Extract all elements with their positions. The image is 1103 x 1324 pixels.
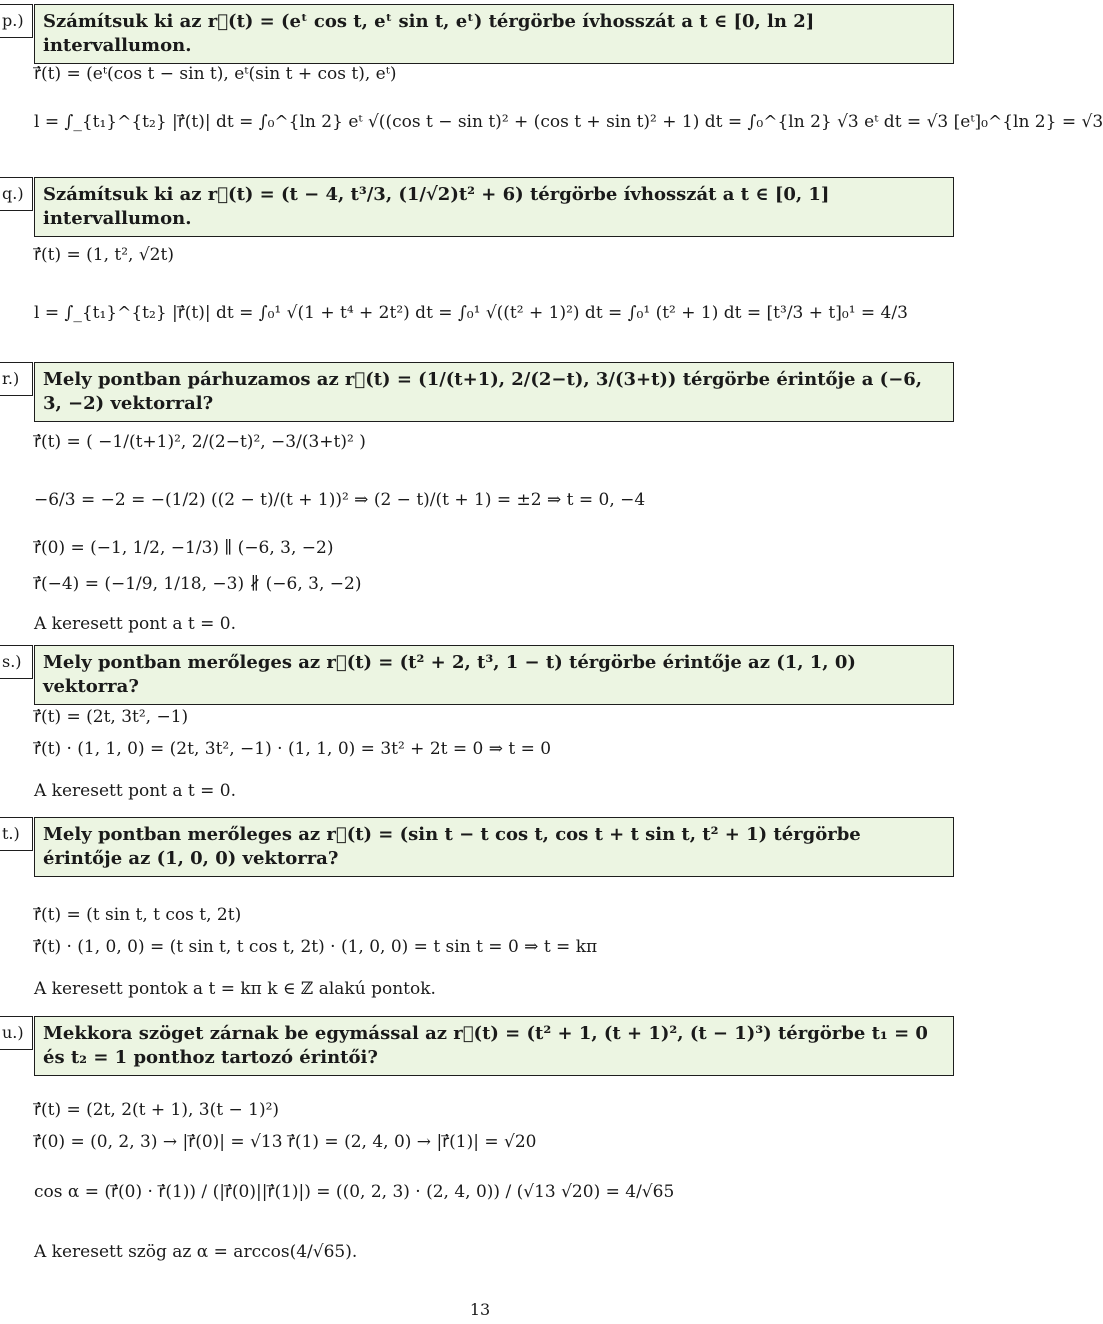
solution-line: ṙ⃗(t) = (1, t², √2t) [34,245,174,265]
problem-statement: Mekkora szöget zárnak be egymással az r⃗(t) = (t² + 1, (t + 1)², (t − 1)³) térgörbe t₁ = 0 és t₂ = 1 ponthoz tartozó érintői? [34,1016,954,1076]
solution-line: ṙ⃗(t) · (1, 0, 0) = (t sin t, t cos t, 2t) · (1, 0, 0) = t sin t = 0 ⇒ t = kπ [34,937,598,957]
problem-statement: Számítsuk ki az r⃗(t) = (t − 4, t³/3, (1/√2)t² + 6) térgörbe ívhosszát a t ∈ [0, 1] intervallumon. [34,177,954,237]
solution-line: l = ∫_{t₁}^{t₂} |ṙ⃗(t)| dt = ∫₀^{ln 2} eᵗ √((cos t − sin t)² + (cos t + sin t)² + 1) dt = ∫₀^{ln 2} √3 eᵗ dt = √3 [eᵗ]₀^{ln 2} = √3 [34,112,1103,132]
solution-line: ṙ⃗(t) · (1, 1, 0) = (2t, 3t², −1) · (1, 1, 0) = 3t² + 2t = 0 ⇒ t = 0 [34,739,552,759]
solution-line: A keresett szög az α = arccos(4/√65). [34,1242,358,1262]
solution-line: ṙ⃗(t) = (2t, 3t², −1) [34,707,189,727]
solution-line: ṙ⃗(0) = (−1, 1/2, −1/3) ∥ (−6, 3, −2) [34,538,334,558]
solution-line: A keresett pont a t = 0. [34,614,237,634]
solution-line: ṙ⃗(t) = (t sin t, t cos t, 2t) [34,905,242,925]
problem-label: t.) [0,817,33,851]
solution-line: −6/3 = −2 = −(1/2) ((2 − t)/(t + 1))² ⇒ (2 − t)/(t + 1) = ±2 ⇒ t = 0, −4 [34,490,646,510]
solution-line: A keresett pont a t = 0. [34,781,237,801]
problem-label: r.) [0,362,33,396]
problem-statement: Számítsuk ki az r⃗(t) = (eᵗ cos t, eᵗ sin t, eᵗ) térgörbe ívhosszát a t ∈ [0, ln 2] intervallumon. [34,4,954,64]
solution-line: ṙ⃗(t) = (2t, 2(t + 1), 3(t − 1)²) [34,1100,280,1120]
problem-statement: Mely pontban merőleges az r⃗(t) = (t² + 2, t³, 1 − t) térgörbe érintője az (1, 1, 0) vektorra? [34,645,954,705]
solution-line: ṙ⃗(t) = (eᵗ(cos t − sin t), eᵗ(sin t + cos t), eᵗ) [34,64,397,84]
solution-line: ṙ⃗(−4) = (−1/9, 1/18, −3) ∦ (−6, 3, −2) [34,574,362,594]
solution-line: ṙ⃗(t) = ( −1/(t+1)², 2/(2−t)², −3/(3+t)² ) [34,432,366,452]
problem-label: u.) [0,1016,33,1050]
solution-line: cos α = (ṙ⃗(0) · ṙ⃗(1)) / (|ṙ⃗(0)||ṙ⃗(1)|) = ((0, 2, 3) · (2, 4, 0)) / (√13 √20) = 4/√65 [34,1182,675,1202]
solution-line: ṙ⃗(0) = (0, 2, 3) → |ṙ⃗(0)| = √13 ṙ⃗(1) = (2, 4, 0) → |ṙ⃗(1)| = √20 [34,1132,537,1152]
solution-line: A keresett pontok a t = kπ k ∈ ℤ alakú pontok. [34,979,436,999]
problem-statement: Mely pontban merőleges az r⃗(t) = (sin t − t cos t, cos t + t sin t, t² + 1) térgörbe érintője az (1, 0, 0) vektorra? [34,817,954,877]
problem-label: q.) [0,177,33,211]
problem-statement: Mely pontban párhuzamos az r⃗(t) = (1/(t+1), 2/(2−t), 3/(3+t)) térgörbe érintője a (−6, 3, −2) vektorral? [34,362,954,422]
solution-line: l = ∫_{t₁}^{t₂} |ṙ⃗(t)| dt = ∫₀¹ √(1 + t⁴ + 2t²) dt = ∫₀¹ √((t² + 1)²) dt = ∫₀¹ (t² + 1) dt = [t³/3 + t]₀¹ = 4/3 [34,303,908,323]
problem-label: p.) [0,4,33,38]
problem-label: s.) [0,645,33,679]
page-number: 13 [469,1300,491,1319]
